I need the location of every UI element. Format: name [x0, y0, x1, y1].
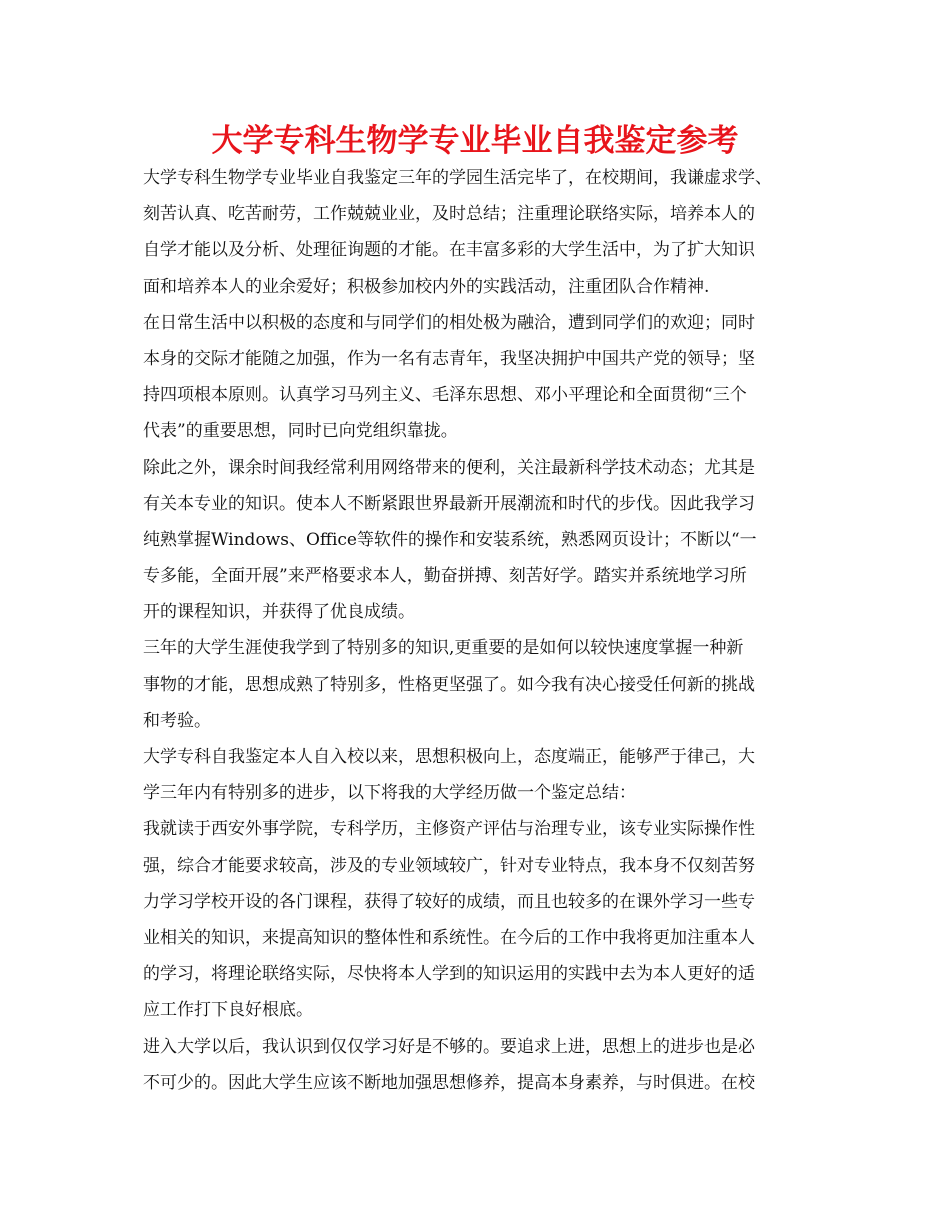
body-line: 除此之外，课余时间我经常利用网络带来的便利，关注最新科学技术动态；尤其是 — [143, 457, 755, 478]
body-line: 本身的交际才能随之加强，作为一名有志青年，我坚决拥护中国共产党的领导；坚 — [143, 348, 755, 369]
body-line: 在日常生活中以积极的态度和与同学们的相处极为融洽，遭到同学们的欢迎；同时 — [143, 312, 755, 333]
body-line: 开的课程知识，并获得了优良成绩。 — [143, 602, 415, 623]
document-body — [143, 160, 833, 1101]
body-line: 面和培养本人的业余爱好；积极参加校内外的实践活动，注重团队合作精神. — [143, 276, 710, 297]
body-line: 大学专科自我鉴定本人自入校以来，思想积极向上，态度端正，能够严于律己，大 — [143, 747, 755, 767]
body-line: 强，综合才能要求较高，涉及的专业领域较广，针对专业特点，我本身不仅刻苦努 — [143, 855, 755, 876]
body-line: 的学习，将理论联络实际，尽快将本人学到的知识运用的实践中去为本人更好的适 — [143, 964, 755, 985]
body-line: 大学专科生物学专业毕业自我鉴定三年的学园生活完毕了，在校期间，我谦虚求学、 — [143, 168, 772, 188]
body-line: 有关本专业的知识。使本人不断紧跟世界最新开展潮流和时代的步伐。因此我学习 — [143, 493, 755, 514]
body-line: 持四项根本原则。认真学习马列主义、毛泽东思想、邓小平理论和全面贯彻“三个 — [143, 385, 747, 406]
body-line: 纯熟掌握Windows、Office等软件的操作和安装系统，熟悉网页设计；不断以“一 — [143, 529, 757, 550]
body-line: 业相关的知识，来提高知识的整体性和系统性。在今后的工作中我将更加注重本人 — [143, 927, 755, 948]
body-line: 进入大学以后，我认识到仅仅学习好是不够的。要追求上进，思想上的进步也是必 — [143, 1036, 755, 1057]
body-line: 和考验。 — [143, 710, 211, 731]
body-line: 刻苦认真、吃苦耐劳，工作兢兢业业，及时总结；注重理论联络实际，培养本人的 — [143, 204, 755, 225]
body-line: 学三年内有特别多的进步，以下将我的大学经历做一个鉴定总结： — [143, 783, 636, 804]
body-line: 力学习学校开设的各门课程，获得了较好的成绩，而且也较多的在课外学习一些专 — [143, 891, 755, 912]
body-line: 不可少的。因此大学生应该不断地加强思想修养，提高本身素养，与时俱进。在校 — [143, 1072, 755, 1093]
document-title: 大学专科生物学专业毕业自我鉴定参考 — [211, 123, 739, 159]
body-line: 事物的才能，思想成熟了特别多，性格更坚强了。如今我有决心接受任何新的挑战 — [143, 674, 755, 695]
body-line: 自学才能以及分析、处理征询题的才能。在丰富多彩的大学生活中，为了扩大知识 — [143, 240, 755, 261]
body-line: 三年的大学生涯使我学到了特别多的知识,更重要的是如何以较快速度掌握一种新 — [143, 638, 744, 659]
body-line: 代表”的重要思想，同时已向党组织靠拢。 — [143, 421, 458, 442]
body-line: 我就读于西安外事学院，专科学历，主修资产评估与治理专业，该专业实际操作性 — [143, 819, 755, 840]
body-line: 应工作打下良好根底。 — [143, 1000, 313, 1021]
body-line: 专多能，全面开展”来严格要求本人，勤奋拼搏、刻苦好学。踏实并系统地学习所 — [143, 566, 747, 587]
